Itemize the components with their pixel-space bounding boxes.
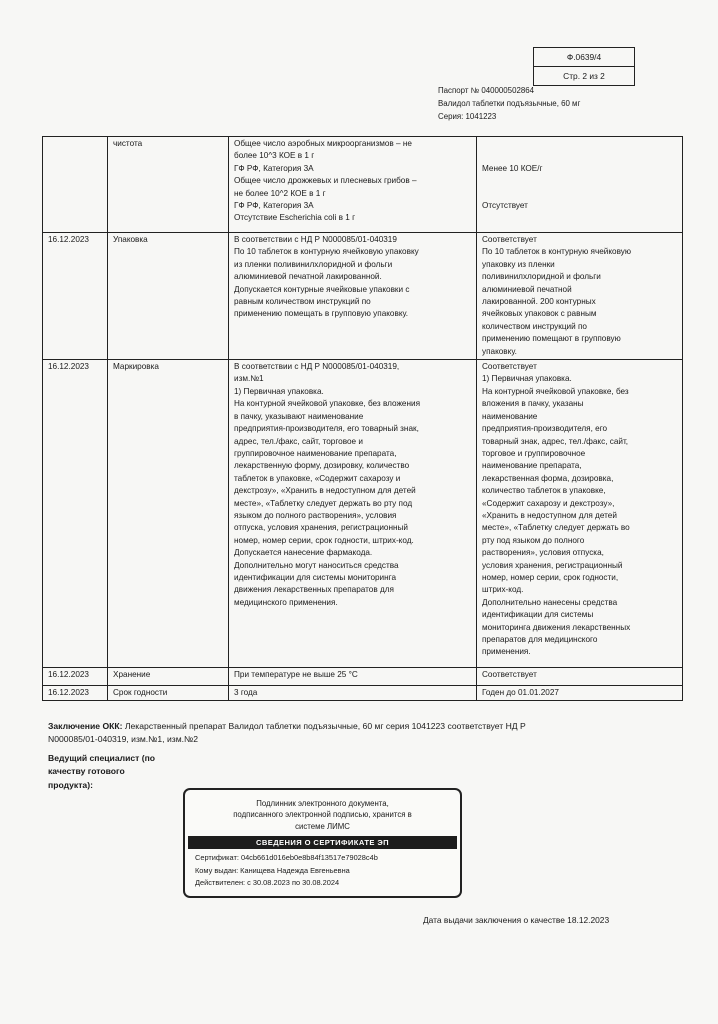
spec-cell [229,668,477,686]
result-cell-line: По 10 таблеток в контурную ячейковую [482,247,632,257]
result-cell-line: предприятия-производителя, его [482,424,608,434]
spec-cell-line: 3 года [234,688,258,698]
passport-number: Паспорт № 040000502864 [438,86,535,95]
result-cell-line: Соответствует [482,670,537,680]
test-date: 16.12.2023 [43,686,108,701]
result-cell-line: Дополнительно нанесены средства [482,597,618,607]
table-row [43,360,683,668]
lead-line: качеству готового [48,766,125,777]
spec-cell-line: Дополнительно могут наноситься средства [234,560,399,570]
spec-cell-line: По 10 таблеток в контурную ячейковую упаковку [234,247,419,257]
spec-cell-line: номер, номер серии, срок годности, штрих-код. [234,535,414,545]
test-date: 16.12.2023 [43,360,108,668]
result-cell-line: количество таблеток в упаковке, [482,486,606,496]
result-cell-line: Отсутствует [482,200,528,210]
result-cell-line [482,138,678,150]
test-results-table [42,136,683,701]
result-cell-line: лакированной. 200 контурных [482,297,596,307]
result-cell-line: «Содержит сахарозу и декстрозу», [482,498,615,508]
result-cell-line: месте», «Таблетку следует держать во [482,523,630,533]
result-cell-line: торговое и группировочное [482,448,586,458]
conclusion [48,720,578,746]
spec-cell-line: адрес, тел./факс, сайт, торговое и [234,436,363,446]
result-cell-line: Менее 10 КОЕ/г [482,163,543,173]
conclusion-text-2: N000085/01-040319, изм.№1, изм.№2 [48,734,198,744]
result-cell [477,137,683,233]
test-name: Хранение [108,668,229,686]
spec-cell [229,360,477,668]
stamp-band: СВЕДЕНИЯ О СЕРТИФИКАТЕ ЭП [188,836,457,849]
stamp-line: Подлинник электронного документа, [256,799,389,808]
test-date: 16.12.2023 [43,233,108,360]
spec-cell-line: не более 10^2 КОЕ в 1 г [234,188,326,198]
result-cell-line [482,150,678,162]
stamp-line: подписанного электронной подписью, хранится в [233,810,412,820]
result-cell [477,668,683,686]
result-cell-line [482,212,678,224]
result-cell-line: количеством инструкций по [482,321,587,331]
spec-cell-line: предприятия-производителя, его товарный знак, [234,424,419,434]
test-name: Срок годности [108,686,229,701]
spec-cell-line: ГФ РФ, Категория 3А [234,201,314,211]
stamp-line: системе ЛИМС [295,821,350,831]
result-cell-line: Соответствует [482,362,537,372]
spec-cell-line: лекарственную форму, дозировку, количество [234,461,410,471]
lead-line: Ведущий специалист (по [48,753,156,763]
issue-date: Дата выдачи заключения о качестве 18.12.2023 [423,915,610,925]
passport-header [438,84,580,123]
test-name: Маркировка [108,360,229,668]
form-code-box [533,47,635,86]
spec-cell [229,137,477,233]
test-name: Упаковка [108,233,229,360]
spec-cell-line: При температуре не выше 25 °С [234,670,358,680]
spec-cell-line: движения лекарственных препаратов для [234,585,394,595]
result-cell-line: препаратов для медицинского [482,635,598,644]
stamp-certificate: Сертификат: 04cb661d016eb0e8b84f13517e79028c4b [195,853,378,863]
result-cell [477,233,683,360]
conclusion-text-1: Лекарственный препарат Валидол таблетки подъязычные, 60 мг серия 1041223 соответствует НД Р [122,721,526,731]
result-cell-line: условия хранения, регистрационный [482,560,623,570]
spec-cell-line: месте», «Таблетку следует держать во рту под [234,498,413,508]
spec-cell-line: 1) Первичная упаковка. [234,386,324,396]
stamp-valid: Действителен: с 30.08.2023 по 30.08.2024 [195,878,340,888]
spec-cell-line: языком до полного растворения», условия [234,510,397,520]
passport-series: Серия: 1041223 [438,112,497,121]
spec-cell-line: группировочное наименование препарата, [234,448,397,458]
conclusion-label: Заключение ОКК: [48,721,123,731]
result-cell-line: штрих-код. [482,585,524,595]
spec-cell-line: равным количеством инструкций по [234,297,371,307]
result-cell-line: вложения в пачку, указаны [482,399,584,409]
result-cell-line: поливинилхлоридной и фольги [482,272,601,282]
spec-cell-line: На контурной ячейковой упаковке, без вложения [234,399,421,409]
result-cell-line: применения. [482,647,531,657]
spec-cell-line: Допускается нанесение фармакода. [234,548,373,558]
spec-cell-line: медицинского применения. [234,597,338,607]
spec-cell-line: Общее число дрожжевых и плесневых грибов – [234,176,417,186]
stamp-owner: Кому выдан: Канищева Надежда Евгеньевна [195,865,350,875]
lead-specialist [48,752,155,792]
result-cell-line: мониторинга движения лекарственных [482,622,631,632]
result-cell-line: лекарственная форма, дозировка, [482,473,614,483]
passport-product: Валидол таблетки подъязычные, 60 мг [438,99,581,108]
result-cell-line: товарный знак, адрес, тел./факс, сайт, [482,436,629,446]
result-cell-line: На контурной ячейковой упаковке, без [482,386,629,396]
test-name: чистота [108,137,229,233]
spec-cell [229,233,477,360]
form-code: Ф.0639/4 [566,52,602,62]
result-cell-line: «Хранить в недоступном для детей [482,510,617,520]
table-row [43,686,683,701]
spec-cell-line: Допускается контурные ячейковые упаковки с [234,284,410,294]
result-cell-line: номер, номер серии, срок годности, [482,572,619,582]
spec-cell-line: В соответствии с НД Р N000085/01-040319, [234,362,400,372]
page-number: Стр. 2 из 2 [534,66,634,85]
spec-cell-line: таблеток в упаковке, «Содержит сахарозу и [234,473,401,483]
result-cell-line [482,175,678,187]
result-cell-line: Соответствует [482,235,537,244]
e-signature-stamp [183,788,462,898]
lead-line: продукта): [48,779,93,790]
result-cell-line: алюминиевой печатной [482,284,572,294]
spec-cell-line: ГФ РФ, Категория 3А [234,163,314,173]
result-cell-line [482,188,678,200]
result-cell-line: Годен до 01.01.2027 [482,688,559,698]
spec-cell-line: декстрозу», «Хранить в недоступном для детей [234,486,416,496]
table-row [43,233,683,360]
result-cell-line: наименование [482,411,538,421]
result-cell-line: упаковку. [482,346,517,356]
result-cell [477,686,683,701]
result-cell-line: упаковку из пленки [482,259,555,269]
result-cell-line: ячейковых упаковок с равным [482,309,597,319]
result-cell-line: рту под языком до полного [482,535,585,545]
spec-cell-line: Общее число аэробных микроорганизмов – не [234,139,412,148]
spec-cell-line: применению помещать в групповую упаковку. [234,309,409,319]
spec-cell [229,686,477,701]
table-row [43,668,683,686]
spec-cell-line: в пачку, указывают наименование [234,411,364,421]
spec-cell-line: В соответствии с НД Р N000085/01-040319 [234,235,397,244]
result-cell-line: применению помещают в групповую [482,334,621,344]
spec-cell-line: идентификации для системы мониторинга [234,572,397,582]
test-date: 16.12.2023 [43,668,108,686]
spec-cell-line: из пленки поливинилхлоридной и фольги [234,259,393,269]
result-cell-line: 1) Первичная упаковка. [482,374,572,384]
table-row [43,137,683,233]
spec-cell-line: отпуска, условия хранения, регистрационный [234,523,408,533]
spec-cell-line: Отсутствие Escherichia coli в 1 г [234,213,356,223]
spec-cell-line: изм.№1 [234,374,264,384]
result-cell-line: идентификации для системы [482,610,594,620]
result-cell-line: наименование препарата, [482,461,582,471]
spec-cell-line: алюминиевой печатной лакированной. [234,272,382,282]
result-cell [477,360,683,668]
result-cell-line: растворения», условия отпуска, [482,548,604,558]
spec-cell-line: более 10^3 КОЕ в 1 г [234,151,315,161]
test-date [43,137,108,233]
